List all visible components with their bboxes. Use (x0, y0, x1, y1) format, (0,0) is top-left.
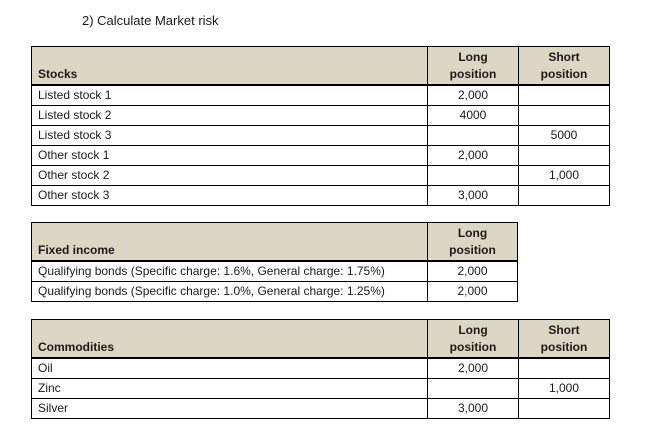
row-name: Zinc (32, 379, 428, 399)
long-value: 2,000 (428, 282, 518, 302)
table-row (32, 261, 518, 282)
commodities-short-header: Short position (519, 320, 610, 359)
long-value: 2,000 (428, 261, 518, 282)
table-row (32, 126, 610, 146)
row-name: Listed stock 2 (32, 106, 428, 126)
long-value: 3,000 (428, 186, 519, 206)
table-row (32, 358, 610, 379)
fixed-income-header-row (32, 223, 518, 262)
long-value (428, 379, 519, 399)
row-name: Qualifying bonds (Specific charge: 1.0%, General charge: 1.25%) (32, 282, 428, 302)
row-name: Qualifying bonds (Specific charge: 1.6%, General charge: 1.75%) (32, 261, 428, 282)
commodities-table (31, 319, 610, 419)
row-name: Silver (32, 399, 428, 419)
short-value (519, 399, 610, 419)
short-value (519, 358, 610, 379)
short-value (519, 146, 610, 166)
short-value (519, 106, 610, 126)
table-row (32, 186, 610, 206)
row-name: Other stock 2 (32, 166, 428, 186)
long-value: 4000 (428, 106, 519, 126)
long-value: 2,000 (428, 358, 519, 379)
long-value: 2,000 (428, 146, 519, 166)
table-row (32, 166, 610, 186)
commodities-header-row (32, 320, 610, 359)
commodities-label: Commodities (32, 320, 428, 359)
stocks-short-header: Short position (519, 47, 610, 86)
long-value (428, 166, 519, 186)
table-row (32, 282, 518, 302)
row-name: Oil (32, 358, 428, 379)
stocks-label: Stocks (32, 47, 428, 86)
long-value (428, 126, 519, 146)
fixed-income-table (31, 222, 518, 302)
section-heading: 2) Calculate Market risk (82, 13, 219, 28)
long-value: 3,000 (428, 399, 519, 419)
row-name: Other stock 1 (32, 146, 428, 166)
row-name: Other stock 3 (32, 186, 428, 206)
short-value (519, 85, 610, 106)
short-value: 1,000 (519, 379, 610, 399)
commodities-long-header: Long position (428, 320, 519, 359)
long-value: 2,000 (428, 85, 519, 106)
table-row (32, 379, 610, 399)
short-value: 5000 (519, 126, 610, 146)
row-name: Listed stock 3 (32, 126, 428, 146)
stocks-table (31, 46, 610, 206)
stocks-header-row (32, 47, 610, 86)
row-name: Listed stock 1 (32, 85, 428, 106)
table-row (32, 399, 610, 419)
fixed-income-label: Fixed income (32, 223, 428, 262)
table-row (32, 85, 610, 106)
stocks-long-header: Long position (428, 47, 519, 86)
table-row (32, 146, 610, 166)
short-value: 1,000 (519, 166, 610, 186)
table-row (32, 106, 610, 126)
fixed-income-long-header: Long position (428, 223, 518, 262)
short-value (519, 186, 610, 206)
